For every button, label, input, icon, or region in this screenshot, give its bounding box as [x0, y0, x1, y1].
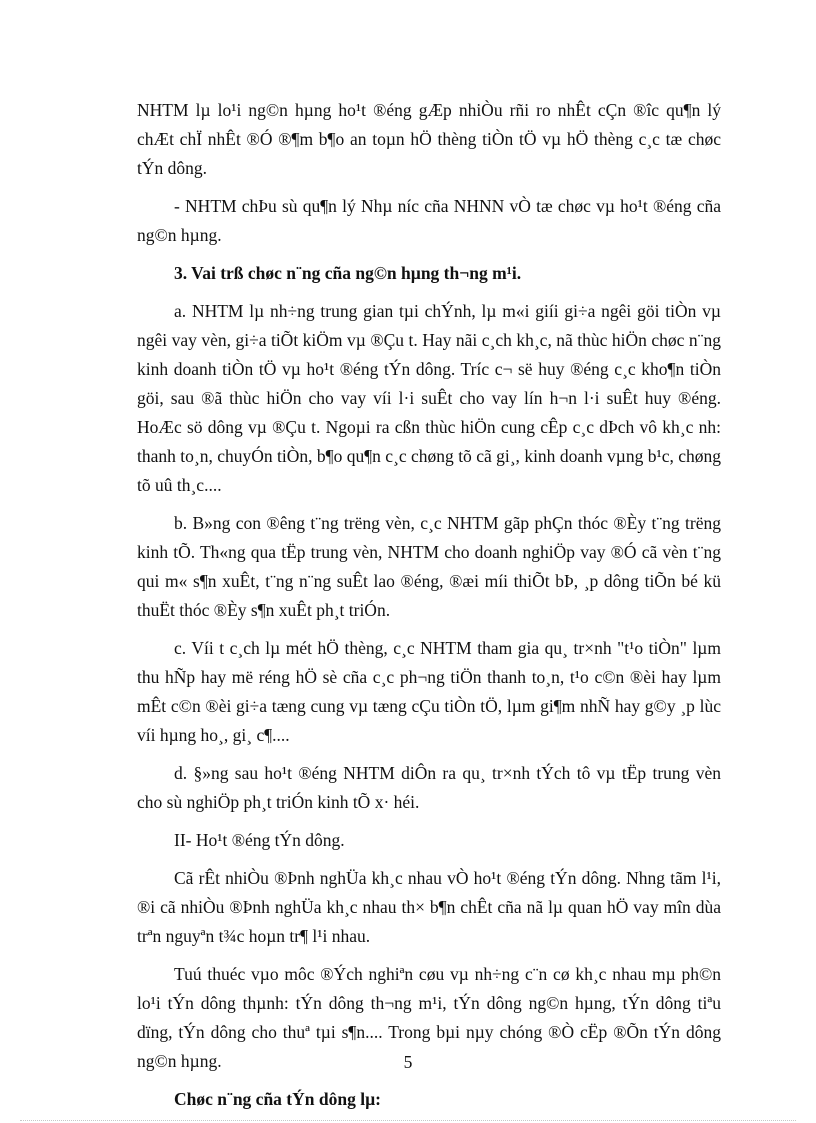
- section-heading-credit: II- Ho¹t ®éng tÝn dông.: [174, 830, 345, 850]
- paragraph-intro: NHTM lµ lo¹i ng©n hµng ho¹t ®éng gÆp nhiÒu rñi ro nhÊt cÇn ®îc qu¶n lý chÆt chÏ nhÊt ®Ó ®¶m b¶o an toµn hÖ thèng tiÒn tÖ vµ hÖ thèng c¸c tæ chøc tÝn dông.: [137, 100, 721, 178]
- page-number: 5: [403, 1052, 413, 1072]
- paragraph-role-d: d. §»ng sau ho¹t ®éng NHTM diÔn ra qu¸ tr×nh tÝch tô vµ tËp trung vèn cho sù nghiÖp ph¸t triÓn kinh tÕ x· héi.: [137, 763, 721, 812]
- paragraph-regulation: - NHTM chÞu sù qu¶n lý Nhµ níc cña NHNN vÒ tæ chøc vµ ho¹t ®éng cña ng©n hµng.: [137, 196, 721, 245]
- paragraph-role-a: a. NHTM lµ nh÷ng trung gian tµi chÝnh, lµ m«i giíi gi÷a ngêi göi tiÒn vµ ngêi vay vèn, gi÷a tiÕt kiÖm vµ ®Çu t. Hay nãi c¸ch kh¸c, nã thùc hiÖn chøc n¨ng kinh doanh tiÒn tÖ vµ ho¹t ®éng tÝn dông. Tríc c¬ së huy ®éng c¸c kho¶n tiÒn göi, sau ®ã thùc hiÖn cho vay víi l·i suÊt cho vay lín h¬n l·i suÊt huy ®éng. HoÆc sö dông vµ ®Çu t. Ngoµi ra cßn thùc hiÖn cung cÊp c¸c dÞch vô kh¸c nh: thanh to¸n, chuyÓn tiÒn, b¶o qu¶n c¸c chøng tõ cã gi¸, kinh doanh vµng b¹c, chøng tõ uû th¸c....: [137, 301, 721, 495]
- paragraph-credit-classification: Tuú thuéc vµo môc ®Ých nghiªn cøu vµ nh÷ng c¨n cø kh¸c nhau mµ ph©n lo¹i tÝn dông thµnh: tÝn dông th¬ng m¹i, tÝn dông ng©n hµng, tÝn dông tiªu dïng, tÝn dông cho thuª tµi s¶n.... Trong bµi nµy chóng ®Ò cËp ®Õn tÝn dông ng©n hµng.: [137, 964, 721, 1071]
- page-body: [137, 96, 721, 1114]
- page-bottom-divider: [20, 1120, 796, 1121]
- paragraph-credit-definition: Cã rÊt nhiÒu ®Þnh nghÜa kh¸c nhau vÒ ho¹t ®éng tÝn dông. Nhng tãm l¹i, ®i cã nhiÒu ®Þnh nghÜa kh¸c nhau th× b¶n chÊt cña nã lµ quan hÖ vay mîn dùa trªn nguyªn t¾c hoµn tr¶ l¹i nhau.: [137, 868, 721, 946]
- section-heading-role: 3. Vai trß chøc n¨ng cña ng©n hµng th¬ng m¹i.: [174, 263, 522, 283]
- paragraph-role-c: c. Víi t c¸ch lµ mét hÖ thèng, c¸c NHTM tham gia qu¸ tr×nh "t¹o tiÒn" lµm thu hÑp hay më réng hÖ sè cña c¸c ph¬ng tiÖn thanh to¸n, t¹o c©n ®èi hay lµm mÊt c©n ®èi gi÷a tæng cung vµ tæng cÇu tiÒn tÖ, lµm gi¶m nhÑ hay g©y ¸p lùc víi hµng ho¸, gi¸ c¶....: [137, 638, 721, 745]
- subheading-credit-functions: Chøc n¨ng cña tÝn dông lµ:: [174, 1089, 381, 1109]
- paragraph-role-b: b. B»ng con ®êng t¨ng trëng vèn, c¸c NHTM gãp phÇn thóc ®Èy t¨ng trëng kinh tÕ. Th«ng qua tËp trung vèn, NHTM cho doanh nghiÖp vay ®Ó cã vèn t¨ng qui m« s¶n xuÊt, t¨ng n¨ng suÊt lao ®éng, ®æi míi thiÕt bÞ, ¸p dông tiÕn bé kü thuËt thóc ®Èy s¶n xuÊt ph¸t triÓn.: [137, 513, 721, 620]
